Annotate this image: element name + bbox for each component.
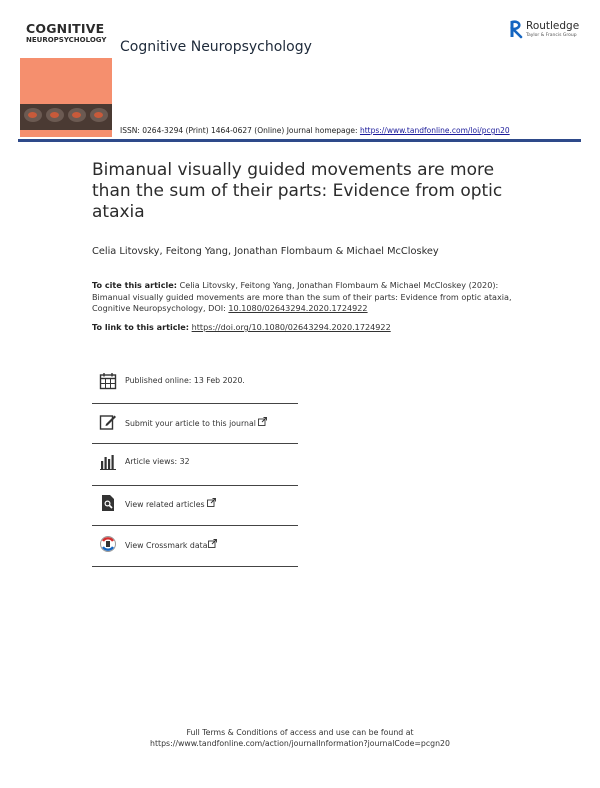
journal-homepage-link[interactable]: https://www.tandfonline.com/loi/pcgn20	[359, 126, 510, 135]
cover-title-line2: NEUROPSYCHOLOGY	[26, 36, 107, 44]
related-articles-link[interactable]	[125, 498, 216, 509]
search-document-icon	[99, 494, 117, 512]
crossmark-link[interactable]	[125, 539, 217, 550]
info-divider	[92, 566, 298, 567]
journal-cover-image	[20, 20, 112, 137]
footer-terms-link[interactable]: https://www.tandfonline.com/action/journalInformation?journalCode=pcgn20	[150, 739, 450, 748]
article-doi-link[interactable]: https://doi.org/10.1080/02643294.2020.1724922	[191, 322, 391, 332]
citation-block	[92, 280, 522, 315]
brain-image	[46, 108, 64, 122]
info-divider	[92, 525, 298, 526]
submit-article-row[interactable]	[92, 413, 298, 433]
header-divider	[18, 139, 581, 142]
info-divider	[92, 443, 298, 444]
cite-label: To cite this article:	[92, 280, 178, 290]
edit-icon	[99, 413, 117, 431]
routledge-r-icon	[510, 19, 524, 39]
crossmark-text: View Crossmark data	[125, 541, 208, 550]
footer	[100, 727, 500, 749]
related-articles-row[interactable]	[92, 494, 298, 514]
related-articles-text: View related articles	[125, 500, 205, 509]
footer-text: Full Terms & Conditions of access and use can be found at	[186, 728, 414, 737]
article-authors: Celia Litovsky, Feitong Yang, Jonathan Flombaum & Michael McCloskey	[92, 246, 439, 257]
published-row	[92, 372, 298, 392]
info-divider	[92, 485, 298, 486]
bar-chart-icon	[99, 453, 117, 471]
brain-image	[68, 108, 86, 122]
brain-image	[90, 108, 108, 122]
issn-text: ISSN: 0264-3294 (Print) 1464-0627 (Online) Journal homepage:	[120, 126, 360, 135]
calendar-icon	[99, 372, 117, 390]
submit-article-link[interactable]	[125, 417, 267, 428]
external-link-icon	[207, 498, 216, 507]
external-link-icon	[208, 539, 217, 548]
article-title: Bimanual visually guided movements are more than the sum of their parts: Evidence from optic ataxia	[92, 160, 503, 222]
article-link-line	[92, 322, 391, 332]
routledge-logo	[510, 19, 582, 41]
publisher-subtitle: Taylor & Francis Group	[526, 33, 577, 38]
cover-title-line1: COGNITIVE	[26, 21, 105, 36]
publisher-name: Routledge	[526, 20, 580, 32]
brain-image	[24, 108, 42, 122]
info-divider	[92, 403, 298, 404]
submit-article-text: Submit your article to this journal	[125, 419, 256, 428]
link-label: To link to this article:	[92, 322, 190, 332]
crossmark-icon	[99, 535, 117, 553]
issn-line	[120, 126, 510, 135]
article-views-row	[92, 453, 298, 473]
external-link-icon	[258, 417, 267, 426]
published-date: Published online: 13 Feb 2020.	[125, 376, 245, 385]
doi-link[interactable]: 10.1080/02643294.2020.1724922	[228, 303, 368, 313]
crossmark-row[interactable]	[92, 535, 298, 555]
cite-text: Celia Litovsky, Feitong Yang, Jonathan Flombaum & Michael McCloskey (2020): Bimanual visually guided movements are more than the sum of their parts: Evidence from optic ataxia, Cognitive Neuropsychology, DOI:	[92, 280, 512, 313]
article-views: Article views: 32	[125, 457, 190, 466]
journal-name: Cognitive Neuropsychology	[120, 39, 312, 55]
